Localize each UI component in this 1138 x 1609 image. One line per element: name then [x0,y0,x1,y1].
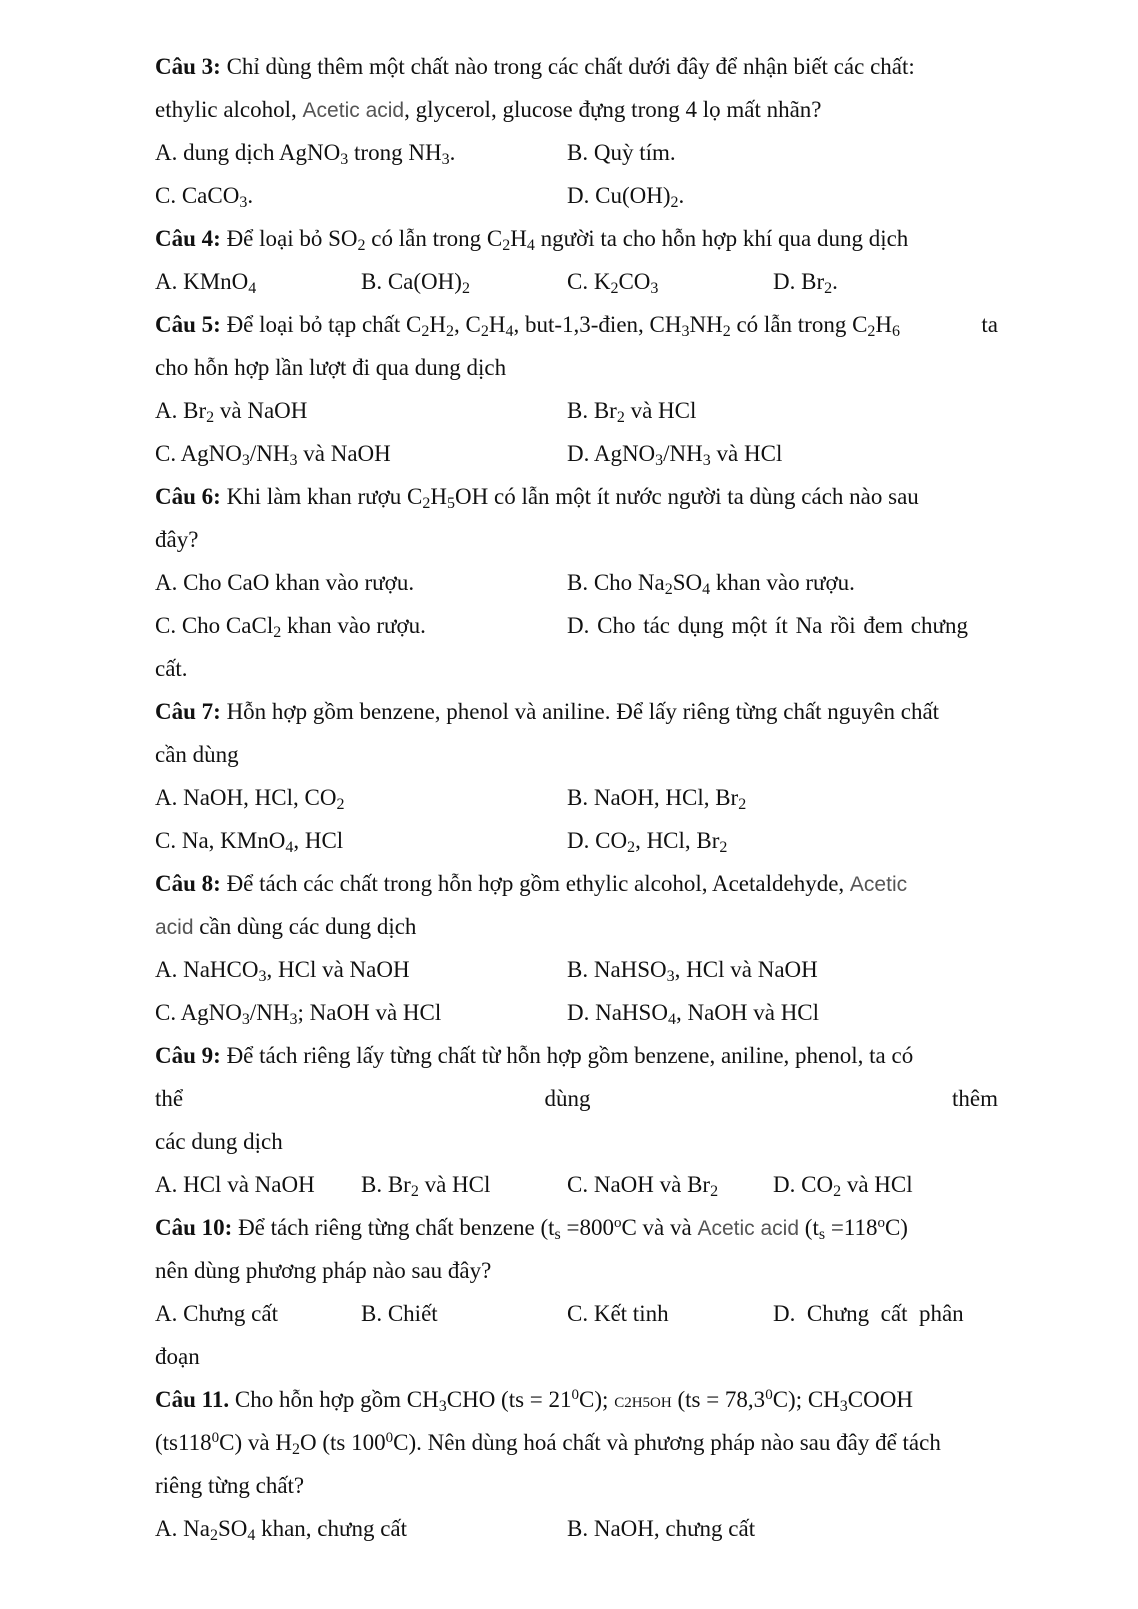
option-d[interactable]: D. $Br_2$. [773,269,838,297]
option-d[interactable]: D. Chưng cất phân [773,1301,964,1326]
option-c[interactable]: C. Cho CaCl$_2$ khan vào rượu. [155,613,426,641]
question-6-options-ab [155,561,998,604]
question-8-line-2: acid cần dùng các dung dịch [155,914,417,939]
option-b[interactable]: B. NaOH, HCl, $Br_2$ [567,785,747,813]
question-3-line-1: Câu 3: Chỉ dùng thêm một chất nào trong các chất dưới đây để nhận biết các chất: [155,54,915,79]
question-9-line-1: Câu 9: Để tách riêng lấy từng chất từ hỗn hợp gồm benzene, aniline, phenol, ta có [155,1043,914,1068]
question-number: Câu 11. [155,1387,230,1412]
question-8-line-1: Câu 8: Để tách các chất trong hỗn hợp gồm ethylic alcohol, Acetaldehyde, Acetic [155,871,908,896]
option-c[interactable]: C. CaCO$_3$. [155,183,254,211]
option-b[interactable]: B. $Ca(OH)_2$ [361,269,470,297]
option-a[interactable]: A. KMnO$_4$ [155,269,257,297]
question-10-line-1: Câu 10: Để tách riêng từng chất benzene ($t_s =800^oC$ và và Acetic acid $(t_s =118^oC)$ [155,1215,908,1243]
question-number: Câu 10: [155,1215,233,1240]
question-8-options-ab [155,948,998,991]
question-number: Câu 8: [155,871,221,896]
question-11-line-1: Câu 11. Cho hỗn hợp gồm $CH_3CHO$ $(ts = 21^0C)$; C2H5OH $(ts = 78,3^0C)$; $CH_3COOH$ [155,1387,913,1415]
option-d[interactable]: D. $CO_2$ và HCl [773,1172,913,1200]
exam-document [155,45,998,1550]
question-6-options-cd [155,604,998,647]
question-10-line-2: nên dùng phương pháp nào sau đây? [155,1258,492,1283]
option-b[interactable]: B. Chiết [361,1301,438,1326]
option-d-continued: đoạn [155,1344,200,1369]
option-b[interactable]: B. NaHSO$_3$, HCl và NaOH [567,957,818,985]
option-c[interactable]: C. $AgNO_3/NH_3$ và NaOH [155,441,391,469]
question-5-line-1: Câu 5: Để loại bỏ tạp chất $C_2H_2$, $C_2H_4$, but-1,3-đien, $CH_3NH_2$ có lẫn trong $C_2H_6$ ta [155,312,998,340]
option-c[interactable]: C. $K_2CO_3$ [567,269,659,297]
option-b[interactable]: B. Quỳ tím. [567,140,676,165]
option-a[interactable]: A. dung dịch AgNO$_3$ trong $NH_3$. [155,140,456,168]
question-3-line-2: ethylic alcohol, Acetic acid, glycerol, glucose đựng trong 4 lọ mất nhãn? [155,97,822,122]
question-5-line-2: cho hỗn hợp lần lượt đi qua dung dịch [155,355,507,380]
option-a[interactable]: A. $Br_2$ và NaOH [155,398,308,426]
option-a[interactable]: A. $Na_2SO_4$ khan, chưng cất [155,1516,408,1544]
question-11-line-2: $(ts118^0C)$ và $H_2O$ (ts $100^0C$). Nên dùng hoá chất và phương pháp nào sau đây để tách [155,1430,941,1458]
question-9-options [155,1163,998,1206]
question-11-options-ab [155,1507,998,1550]
option-b[interactable]: B. Cho $Na_2SO_4$ khan vào rượu. [567,570,855,598]
question-6-line-1: Câu 6: Khi làm khan rượu $C_2H_5OH$ có lẫn một ít nước người ta dùng cách nào sau [155,484,919,512]
question-10-options [155,1292,998,1335]
option-b[interactable]: B. $Br_2$ và HCl [361,1172,491,1200]
question-7-options-cd [155,819,998,862]
question-6-line-2: đây? [155,527,199,552]
question-4-line-1: Câu 4: Để loại bỏ $SO_2$ có lẫn trong $C_2H_4$ người ta cho hỗn hợp khí qua dung dịch [155,226,909,254]
question-7-options-ab [155,776,998,819]
question-9-line-2: thể dùng thêm [155,1086,998,1111]
option-b[interactable]: B. $Br_2$ và HCl [567,398,697,426]
question-9-line-3: các dung dịch [155,1129,283,1154]
option-d-continued: cất. [155,656,188,681]
question-7-line-2: cần dùng [155,742,239,767]
question-5-options-ab [155,389,998,432]
question-number: Câu 6: [155,484,221,509]
question-11-line-3: riêng từng chất? [155,1473,305,1498]
question-7-line-1: Câu 7: Hỗn hợp gồm benzene, phenol và aniline. Để lấy riêng từng chất nguyên chất [155,699,940,724]
option-a[interactable]: A. NaHCO$_3$, HCl và NaOH [155,957,410,985]
question-number: Câu 9: [155,1043,221,1068]
option-c[interactable]: C. Na, KMnO$_4$, HCl [155,828,344,856]
option-c[interactable]: C. $AgNO_3/NH_3$; NaOH và HCl [155,1000,442,1028]
question-5-options-cd [155,432,998,475]
question-8-options-cd [155,991,998,1034]
option-a[interactable]: A. HCl và NaOH [155,1172,315,1197]
option-d[interactable]: D. Cho tác dụng một ít Na rồi đem chưng [567,613,968,638]
option-a[interactable]: A. Chưng cất [155,1301,278,1326]
question-number: Câu 4: [155,226,221,251]
question-number: Câu 7: [155,699,221,724]
option-a[interactable]: A. NaOH, HCl, $CO_2$ [155,785,345,813]
question-number: Câu 3: [155,54,221,79]
option-c[interactable]: C. NaOH và $Br_2$ [567,1172,719,1200]
option-d[interactable]: D. $Cu(OH)_2$. [567,183,685,211]
option-b[interactable]: B. NaOH, chưng cất [567,1516,756,1541]
option-c[interactable]: C. Kết tinh [567,1301,669,1326]
question-3-options-cd [155,174,998,217]
question-3-options-ab [155,131,998,174]
question-4-options [155,260,998,303]
option-d[interactable]: D. $CO_2$, HCl, $Br_2$ [567,828,728,856]
option-d[interactable]: D. $AgNO_3/NH_3$ và HCl [567,441,783,469]
option-a[interactable]: A. Cho CaO khan vào rượu. [155,570,415,595]
option-d[interactable]: D. NaHSO$_4$, NaOH và HCl [567,1000,820,1028]
question-number: Câu 5: [155,312,221,337]
